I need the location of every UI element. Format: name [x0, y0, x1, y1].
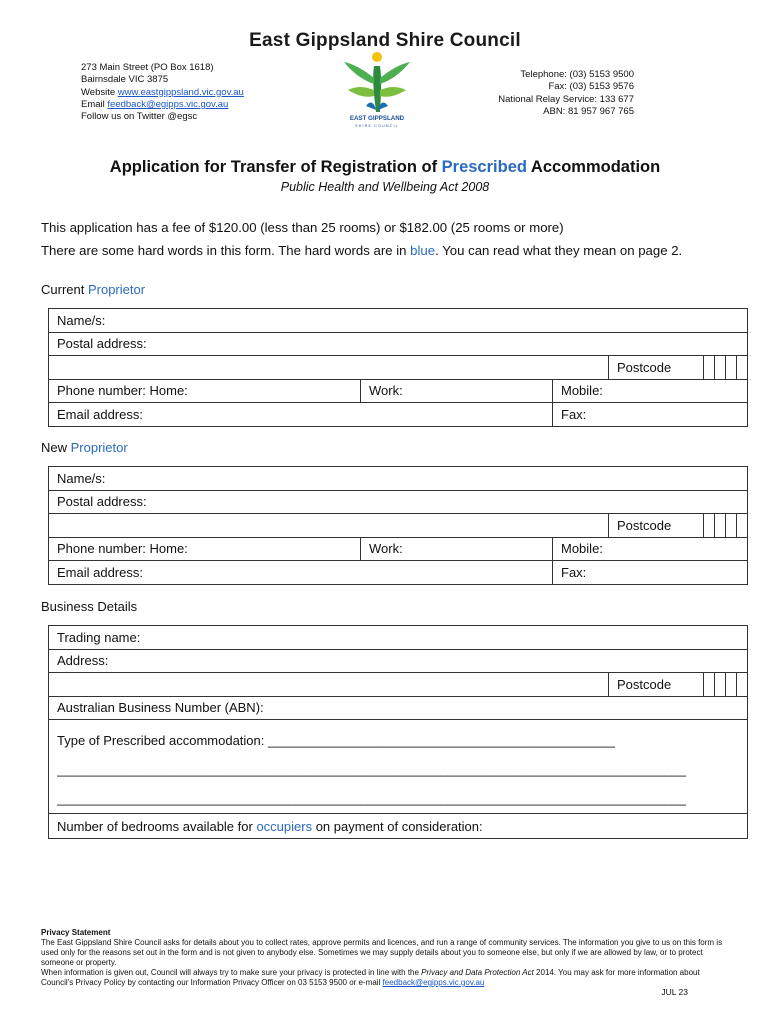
current-postal-field[interactable]: Postal address:	[49, 332, 748, 356]
relay-service: National Relay Service: 133 677	[498, 93, 634, 105]
new-postcode-label: Postcode	[609, 514, 704, 538]
council-abn: ABN: 81 957 967 765	[543, 105, 634, 117]
current-proprietor-heading: Current Proprietor	[41, 282, 146, 297]
abn-field[interactable]: Australian Business Number (ABN):	[49, 696, 748, 720]
new-postcode-box[interactable]	[704, 514, 715, 538]
new-mobile-field[interactable]: Mobile:	[553, 537, 748, 561]
form-version-date: JUL 23	[661, 987, 688, 997]
accommodation-type-line: _______________________________________________________________________________________	[57, 791, 687, 806]
address-line2: Bairnsdale VIC 3875	[81, 74, 169, 86]
business-address-field[interactable]: Address:	[49, 649, 748, 673]
council-name: East Gippsland Shire Council	[249, 30, 521, 51]
new-proprietor-table	[48, 466, 748, 585]
fee-statement: This application has a fee of $120.00 (less than 25 rooms) or $182.00 (25 rooms or more)	[41, 220, 564, 235]
new-names-field[interactable]: Name/s:	[49, 467, 748, 491]
business-details-heading: Business Details	[41, 599, 138, 614]
council-logo	[336, 50, 418, 130]
privacy-heading: Privacy Statement	[41, 928, 111, 937]
current-names-field[interactable]: Name/s:	[49, 309, 748, 333]
council-address	[81, 62, 244, 123]
form-subtitle: Public Health and Wellbeing Act 2008	[280, 180, 490, 194]
current-postcode-box[interactable]	[726, 356, 737, 380]
current-email-field[interactable]: Email address:	[49, 403, 553, 427]
business-postcode-box[interactable]	[726, 673, 737, 697]
hard-word-occupiers: occupiers	[256, 818, 313, 834]
hard-word-prescribed: Prescribed	[441, 158, 527, 176]
form-title: Application for Transfer of Registration of Prescribed Accommodation	[109, 158, 661, 176]
email-label: Email	[81, 98, 108, 110]
new-proprietor-heading: New Proprietor	[41, 440, 128, 455]
business-postcode-box[interactable]	[704, 673, 715, 697]
current-postcode-box[interactable]	[704, 356, 715, 380]
fax-number: Fax: (03) 5153 9576	[548, 81, 634, 93]
logo-figure-icon	[344, 52, 410, 112]
telephone: Telephone: (03) 5153 9500	[520, 69, 634, 80]
new-postal-field[interactable]: Postal address:	[49, 490, 748, 514]
current-mobile-field[interactable]: Mobile:	[553, 379, 748, 403]
current-fax-field[interactable]: Fax:	[553, 403, 748, 427]
new-work-field[interactable]: Work:	[361, 537, 553, 561]
current-proprietor-table	[48, 308, 748, 427]
privacy-email-link[interactable]: feedback@egipps.vic.gov.au	[382, 978, 485, 987]
website-label: Website	[81, 86, 118, 98]
current-work-field[interactable]: Work:	[361, 379, 553, 403]
logo-subtext: SHIRE COUNCIL	[355, 124, 399, 128]
current-postcode-box[interactable]	[737, 356, 748, 380]
business-postcode-label: Postcode	[609, 673, 704, 697]
new-postcode-box[interactable]	[726, 514, 737, 538]
website-link[interactable]: www.eastgippsland.vic.gov.au	[117, 86, 244, 98]
accommodation-type-field[interactable]	[49, 720, 748, 814]
hard-words-note: There are some hard words in this form. The hard words are in blue. You can read what they mean on page 2.	[41, 243, 683, 258]
current-postcode-label: Postcode	[609, 356, 704, 380]
new-postcode-box[interactable]	[715, 514, 726, 538]
privacy-paragraph2: When information is given out, Council will always try to make sure your privacy is protected in line with the Privacy and Data Protection Act 2014. You may ask for more information about Council's Privacy Policy by contacting our Information Privacy Officer on 03 5153 9500 or e-mail feedback@egipps.vic.gov.au	[41, 968, 700, 987]
new-fax-field[interactable]: Fax:	[553, 561, 748, 585]
bedrooms-field[interactable]: Number of bedrooms available for occupiers on payment of consideration:	[49, 814, 748, 839]
accommodation-type-line: _______________________________________________________________________________________	[57, 762, 687, 777]
business-details-table	[48, 625, 748, 839]
new-phone-home-field[interactable]: Phone number: Home:	[49, 537, 361, 561]
address-line1: 273 Main Street (PO Box 1618)	[81, 62, 214, 73]
current-postcode-box[interactable]	[715, 356, 726, 380]
email-link[interactable]: feedback@egipps.vic.gov.au	[107, 98, 229, 110]
privacy-statement	[41, 928, 733, 988]
new-email-field[interactable]: Email address:	[49, 561, 553, 585]
new-postcode-box[interactable]	[737, 514, 748, 538]
logo-text: EAST GIPPSLAND	[349, 115, 405, 122]
business-postcode-box[interactable]	[737, 673, 748, 697]
trading-name-field[interactable]: Trading name:	[49, 626, 748, 650]
accommodation-type-line: Type of Prescribed accommodation: ________________________________________________	[57, 733, 616, 748]
business-postcode-box[interactable]	[715, 673, 726, 697]
twitter-text: Follow us on Twitter @egsc	[81, 111, 198, 123]
current-phone-home-field[interactable]: Phone number: Home:	[49, 379, 361, 403]
privacy-paragraph1: The East Gippsland Shire Council asks for details about you to collect rates, approve permits and licences, and run a range of community services. The information you give to us on this form is used only for the reasons set out in the form and is not given to anybody else. Sometimes we may supply details about you to someone else, but only if we are allowed by law, or to protect someone or property.	[41, 938, 723, 967]
council-contact	[498, 69, 634, 118]
